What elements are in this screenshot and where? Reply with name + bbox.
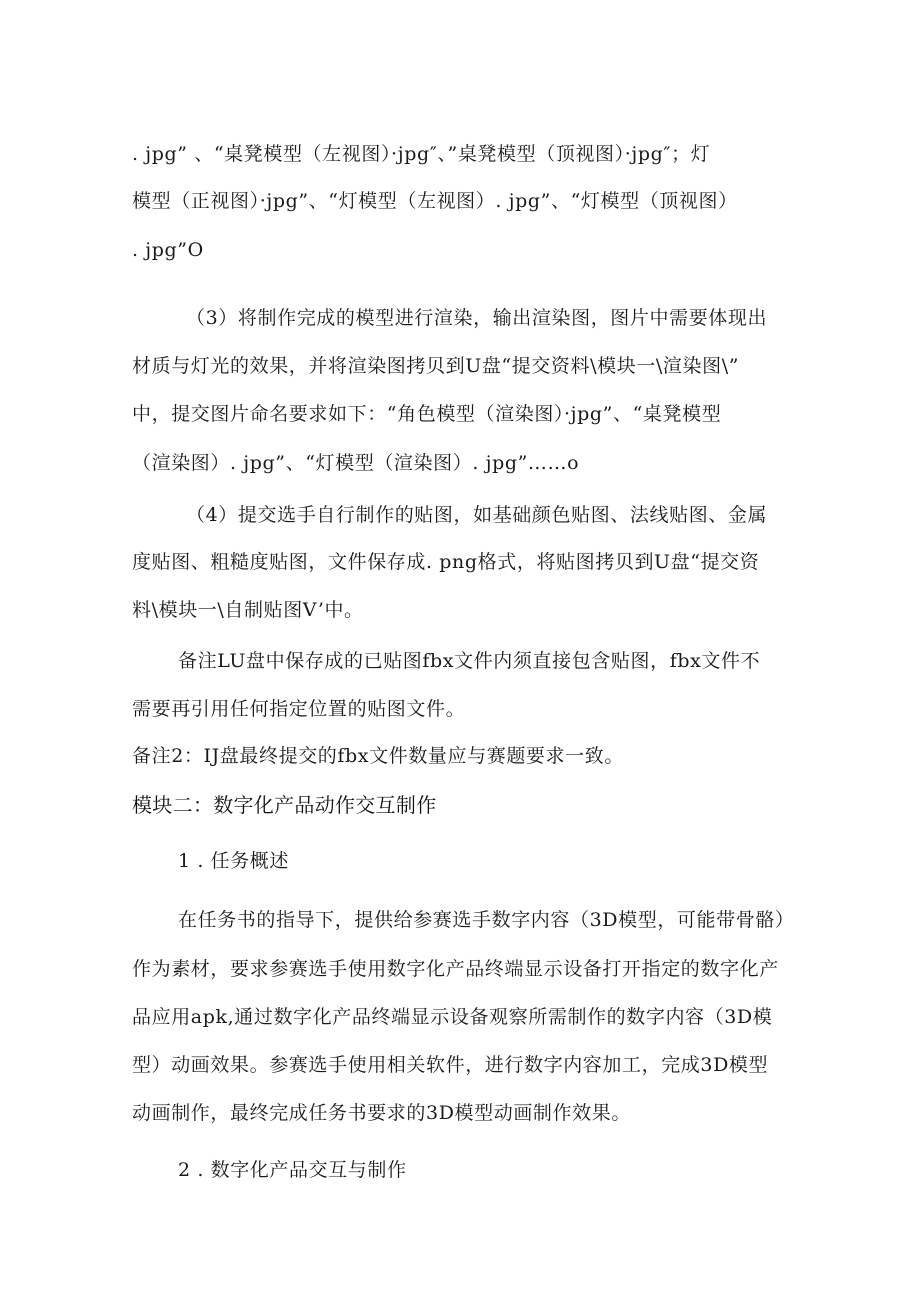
overview-line-4: 型）动画效果。参赛选手使用相关软件，进行数字内容加工，完成3D模型 xyxy=(132,1054,769,1076)
overview-line-1: 在任务书的指导下，提供给参赛选手数字内容（3D模型，可能带骨骼） xyxy=(178,909,795,931)
module-2-heading: 模块二：数字化产品动作交互制作 xyxy=(132,793,437,817)
note-1-line-1: 备注LU盘中保存成的已贴图fbx文件内须直接包含贴图，fbx文件不 xyxy=(178,650,761,672)
overview-line-5: 动画制作，最终完成任务书要求的3D模型动画制作效果。 xyxy=(132,1102,631,1124)
item-4-line-3: 料\模块一\自制贴图V’中。 xyxy=(132,599,364,621)
item-4-line-1: （4）提交选手自行制作的贴图，如基础颜色贴图、法线贴图、金属 xyxy=(186,504,768,526)
render-list-line-1: . jpg” 、“桌凳模型（左视图）·jpg″、”桌凳模型（顶视图）·jpg″；灯 xyxy=(132,143,711,165)
item-3-line-3: 中，提交图片命名要求如下：“角色模型（渲染图）·jpg”、“桌凳模型 xyxy=(132,403,722,425)
item-3-line-4: （渲染图）. jpg”、“灯模型（渲染图）. jpg”……o xyxy=(132,452,580,474)
overview-line-3: 品应用apk,通过数字化产品终端显示设备观察所需制作的数字内容（3D模 xyxy=(132,1006,773,1028)
overview-line-2: 作为素材，要求参赛选手使用数字化产品终端显示设备打开指定的数字化产 xyxy=(132,958,779,980)
note-2-line-1: 备注2：IJ盘最终提交的fbx文件数量应与赛题要求一致。 xyxy=(132,745,624,767)
render-list-line-3: . jpg”O xyxy=(132,239,204,261)
item-4-line-2: 度贴图、粗糙度贴图，文件保存成. png格式，将贴图拷贝到U盘“提交资 xyxy=(132,551,760,573)
item-3-line-2: 材质与灯光的效果，并将渲染图拷贝到U盘“提交资料\模块一\渲染图\” xyxy=(132,355,740,377)
section-1-title: 1 . 任务概述 xyxy=(178,850,290,872)
render-list-line-2: 模型（正视图）·jpg”、“灯模型（左视图）. jpg”、“灯模型（顶视图） xyxy=(132,190,738,212)
section-2-title: 2 . 数字化产品交互与制作 xyxy=(178,1159,407,1181)
note-1-line-2: 需要再引用任何指定位置的贴图文件。 xyxy=(132,698,466,720)
item-3-line-1: （3）将制作完成的模型进行渲染，输出渲染图，图片中需要体现出 xyxy=(186,307,768,329)
